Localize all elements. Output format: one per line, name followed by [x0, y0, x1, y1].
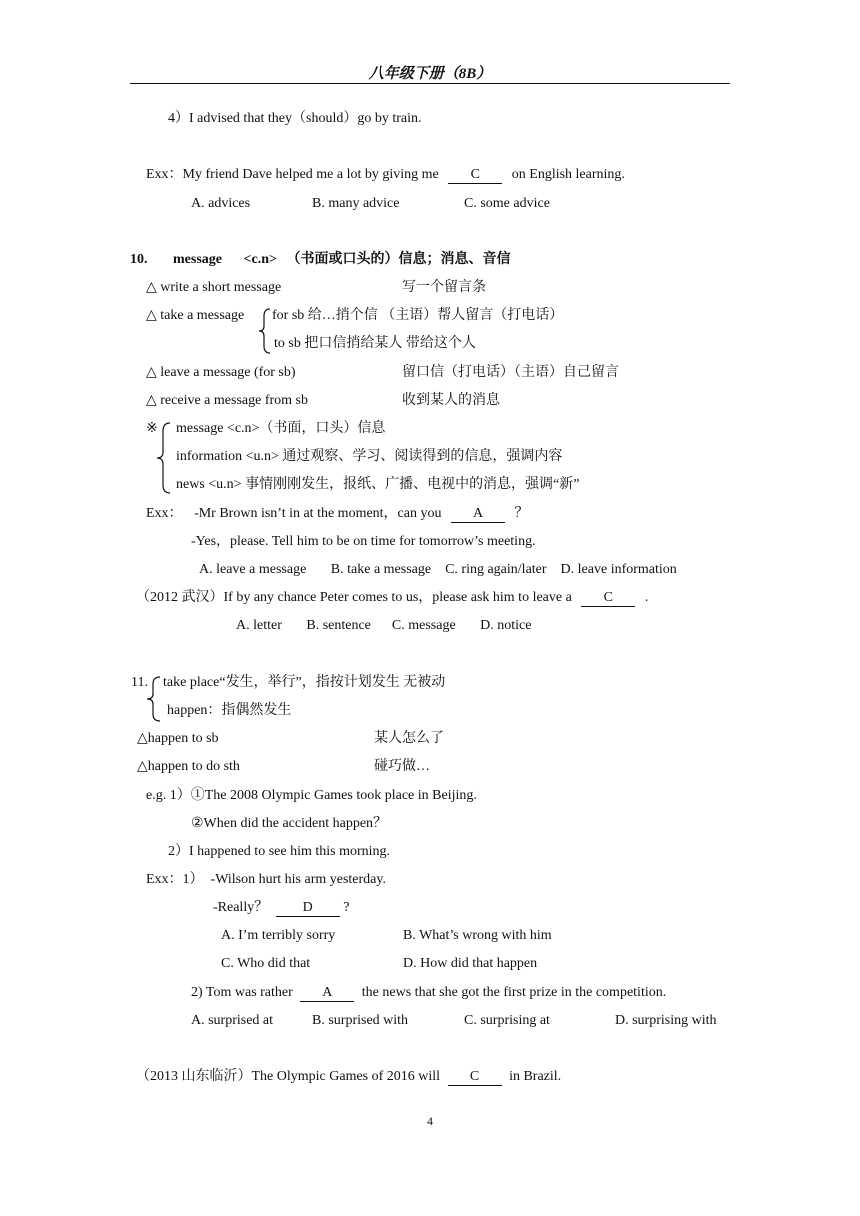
option-d: D. How did that happen — [403, 956, 538, 971]
option-a: A. I’m terribly sorry — [221, 928, 336, 943]
exercise-wilson: Exx：1） -Wilson hurt his arm yesterday. — [146, 872, 386, 887]
exercise-question: -Mr Brown isn’t in at the moment，can you — [194, 506, 442, 521]
option-b: B. surprised with — [312, 1013, 409, 1028]
phrase-en: △ receive a message from sb — [146, 393, 308, 408]
reply-suffix: ? — [343, 900, 350, 915]
answer-blank: C — [448, 167, 502, 184]
exercise-linyi-suffix: in Brazil. — [509, 1069, 562, 1084]
exercise-advice — [146, 166, 625, 184]
headword-meaning: （书面或口头的）信息；消息、音信 — [286, 252, 511, 267]
phrase-en: △happen to do sth — [137, 759, 240, 774]
brace-icon — [156, 422, 172, 494]
take-message-to: to sb 把口信捎给某人 带给这个人 — [274, 336, 476, 351]
phrase-cn: 写一个留言条 — [402, 280, 486, 295]
exercise-brown — [146, 505, 529, 523]
answer-blank: C — [581, 590, 635, 607]
example-1b: ②When did the accident happen？ — [191, 816, 388, 831]
example-4: 4）I advised that they（should）go by train. — [168, 111, 422, 126]
phrase-cn: 碰巧做… — [374, 759, 430, 774]
phrase-cn: 收到某人的消息 — [402, 393, 500, 408]
happen-definition: happen：指偶然发生 — [167, 703, 292, 718]
exercise-wuhan-prefix: （2012 武汉）If by any chance Peter comes to us，please ask him to leave a — [136, 590, 572, 605]
question-mark: ？ — [514, 506, 529, 521]
take-place-definition: take place“发生，举行”，指按计划发生 无被动 — [163, 675, 446, 690]
phrase-en: △happen to sb — [137, 731, 219, 746]
exercise-advice-suffix: on English learning. — [511, 167, 625, 182]
phrase-cn: 留口信（打电话）（主语）自己留言 — [402, 365, 619, 380]
note-mark: ※ — [146, 421, 158, 436]
exercise-tom-suffix: the news that she got the first prize in the competition. — [361, 985, 667, 1000]
phrase-en: △ take a message — [146, 308, 245, 323]
option-a: A. surprised at — [191, 1013, 274, 1028]
headword: message — [173, 252, 222, 267]
exercise-wilson-reply — [213, 899, 349, 917]
option-c: C. surprising at — [464, 1013, 550, 1028]
exercise-linyi — [136, 1068, 561, 1086]
answer-blank: A — [300, 985, 354, 1002]
exercise-reply: -Yes，please. Tell him to be on time for tomorrow’s meeting. — [191, 534, 536, 549]
exercise-options: A. leave a message B. take a message C. ring again/later D. leave information — [199, 562, 677, 577]
section-10-heading — [130, 251, 510, 269]
take-message-for: for sb 给…捎个信 （主语）帮人留言（打电话） — [272, 308, 564, 323]
exercise-tom-prefix: 2) Tom was rather — [191, 985, 293, 1000]
answer-blank: C — [448, 1069, 502, 1086]
phrase-en: △ write a short message — [146, 280, 282, 295]
part-of-speech: <c.n> — [243, 252, 277, 267]
exercise-label: Exx： — [146, 506, 183, 521]
option-b: B. What’s wrong with him — [403, 928, 552, 943]
page-header-title: 八年级下册（8B） — [368, 66, 492, 82]
header-rule — [130, 83, 730, 84]
brace-icon — [258, 308, 272, 354]
example-1: e.g. 1）①The 2008 Olympic Games took place in Beijing. — [146, 788, 477, 803]
note-news: news <u.n> 事情刚刚发生，报纸、广播、电视中的消息，强调“新” — [176, 477, 580, 492]
option-b: B. many advice — [312, 196, 400, 211]
reply-prefix: -Really？ — [213, 900, 269, 915]
exercise-linyi-prefix: （2013 山东临沂）The Olympic Games of 2016 will — [136, 1069, 441, 1084]
phrase-cn: 某人怎么了 — [374, 731, 444, 746]
exercise-tom — [191, 984, 666, 1002]
option-d: D. surprising with — [615, 1013, 717, 1028]
note-information: information <u.n> 通过观察、学习、阅读得到的信息，强调内容 — [176, 449, 563, 464]
example-2: 2）I happened to see him this morning. — [168, 844, 391, 859]
note-message: message <c.n>（书面，口头）信息 — [176, 421, 386, 436]
option-c: C. some advice — [464, 196, 550, 211]
exercise-wuhan-options: A. letter B. sentence C. message D. notice — [236, 618, 532, 633]
period: . — [644, 590, 649, 605]
answer-blank: A — [451, 506, 505, 523]
exercise-advice-prefix: Exx：My friend Dave helped me a lot by giving me — [146, 167, 439, 182]
option-c: C. Who did that — [221, 956, 311, 971]
answer-blank: D — [276, 900, 340, 917]
option-a: A. advices — [191, 196, 251, 211]
section-number: 11. — [131, 675, 148, 690]
brace-icon — [146, 676, 162, 722]
section-number: 10. — [130, 252, 148, 267]
page-number: 4 — [427, 1114, 433, 1128]
phrase-en: △ leave a message (for sb) — [146, 365, 296, 380]
exercise-wuhan — [136, 589, 648, 607]
